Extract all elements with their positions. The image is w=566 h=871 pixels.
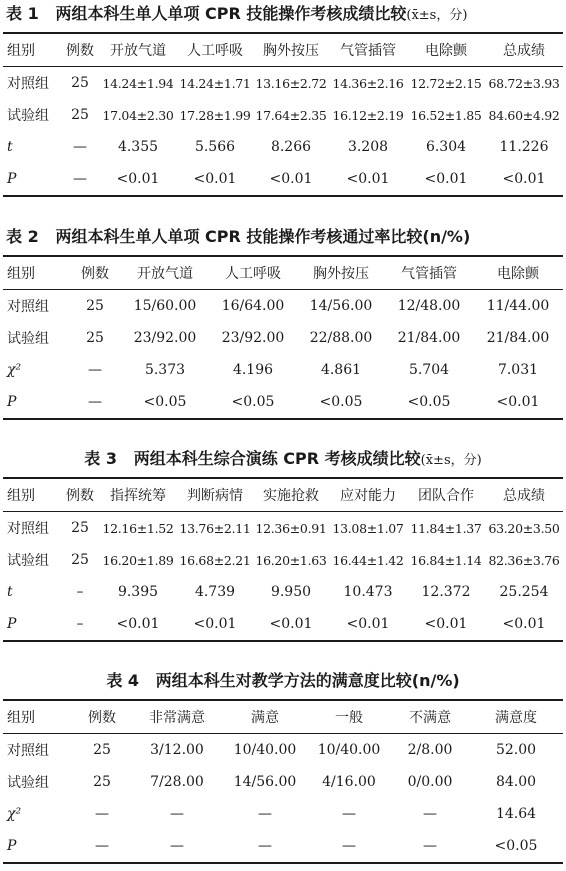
table-cell: 23/92.00	[221, 330, 285, 346]
row-label: 对照组	[7, 521, 49, 537]
row-label: 试验组	[7, 108, 49, 124]
table-2-number: 表 2	[6, 227, 39, 246]
table-cell: 5.566	[194, 139, 236, 155]
table-cell: —	[88, 362, 102, 378]
table-cell: 25	[86, 298, 104, 314]
table-cell: 16.20±1.63	[255, 552, 327, 568]
table-cell: 10.473	[343, 584, 393, 600]
table-cell: 9.395	[117, 584, 159, 600]
table-cell: 0/0.00	[407, 774, 453, 790]
table-cell: <0.01	[269, 616, 313, 632]
table-cell: <0.01	[193, 171, 237, 187]
table-cell: <0.01	[346, 616, 390, 632]
table-cell: 4.355	[117, 139, 159, 155]
header-cell: 例数	[66, 43, 94, 59]
header-cell: 人工呼吸	[187, 43, 243, 59]
table-cell: —	[342, 838, 356, 854]
table-header-row	[3, 33, 563, 67]
table-cell: <0.01	[496, 394, 540, 410]
table-row	[3, 322, 563, 354]
table-cell: —	[170, 806, 184, 822]
table-cell: 12.16±1.52	[102, 520, 174, 536]
table-cell: 21/84.00	[397, 330, 461, 346]
table-cell: 82.36±3.76	[488, 552, 560, 568]
table-cell: 4.861	[320, 362, 362, 378]
table-cell: 14.24±1.94	[102, 75, 174, 91]
table-cell: 13.76±2.11	[179, 520, 251, 536]
table-cell: 17.04±2.30	[102, 107, 174, 123]
table-cell: <0.01	[116, 616, 160, 632]
table-row	[3, 67, 563, 100]
table-cell: 52.00	[495, 742, 537, 758]
table-2-block	[0, 227, 566, 420]
table-2-caption	[0, 227, 566, 255]
table-row	[3, 99, 563, 131]
header-cell: 实施抢救	[263, 488, 319, 504]
header-cell: 组别	[7, 710, 35, 726]
table-cell: 4.196	[232, 362, 274, 378]
table-cell: —	[423, 806, 437, 822]
header-cell: 不满意	[409, 710, 451, 726]
table-cell: —	[73, 171, 87, 187]
table-cell: 25	[71, 107, 89, 123]
table-cell: <0.01	[116, 171, 160, 187]
table-cell: 4/16.00	[322, 774, 376, 790]
table-1-block	[0, 4, 566, 197]
table-cell: <0.05	[494, 838, 538, 854]
table-cell: <0.01	[269, 171, 313, 187]
table-cell: 25	[71, 552, 89, 568]
table-cell: 7.031	[497, 362, 539, 378]
header-cell: 一般	[335, 710, 363, 726]
table-cell: 13.08±1.07	[332, 520, 404, 536]
table-cell: —	[423, 838, 437, 854]
table-3-title: 两组本科生综合演练 CPR 考核成绩比较	[133, 449, 421, 468]
row-label: 对照组	[7, 76, 49, 92]
header-cell: 指挥统筹	[110, 488, 166, 504]
table-3-number: 表 3	[84, 449, 117, 468]
row-label: χ²	[7, 362, 22, 378]
table-row	[3, 386, 563, 419]
table-1-caption	[0, 4, 566, 32]
table-cell: 11.226	[499, 139, 549, 155]
table-cell: 2/8.00	[407, 742, 453, 758]
table-cell: 14.64	[495, 806, 537, 822]
table-4-title: 两组本科生对教学方法的满意度比较	[155, 671, 412, 690]
table-cell: 10/40.00	[317, 742, 381, 758]
table-cell: 6.304	[425, 139, 467, 155]
table-cell: 68.72±3.93	[488, 75, 560, 91]
table-cell: 10/40.00	[233, 742, 297, 758]
table-cell: 14/56.00	[309, 298, 373, 314]
table-cell: 16.68±2.21	[179, 552, 251, 568]
table-cell: 16/64.00	[221, 298, 285, 314]
table-cell: <0.05	[319, 394, 363, 410]
table-cell: <0.01	[193, 616, 237, 632]
table-row	[3, 131, 563, 163]
row-label: 试验组	[7, 553, 49, 569]
table-cell: 14.36±2.16	[332, 75, 404, 91]
table-cell: 12/48.00	[397, 298, 461, 314]
header-cell: 例数	[88, 710, 116, 726]
table-cell: 23/92.00	[133, 330, 197, 346]
table-cell: 15/60.00	[133, 298, 197, 314]
table-cell: 17.64±2.35	[255, 107, 327, 123]
row-label: t	[7, 584, 13, 600]
table-row	[3, 512, 563, 545]
table-cell: <0.01	[502, 171, 546, 187]
table-3	[3, 477, 563, 642]
table-cell: 12.372	[421, 584, 471, 600]
table-cell: 16.84±1.14	[410, 552, 482, 568]
table-cell: 84.60±4.92	[488, 107, 560, 123]
row-label: 试验组	[7, 331, 49, 347]
table-cell: 25	[93, 774, 111, 790]
header-cell: 胸外按压	[263, 43, 319, 59]
table-header-row	[3, 256, 563, 290]
table-row	[3, 290, 563, 323]
header-cell: 总成绩	[503, 43, 545, 59]
table-4-number: 表 4	[106, 671, 140, 690]
table-3-unit: (x̄±s，分)	[420, 453, 482, 468]
table-cell: 14.24±1.71	[179, 75, 251, 91]
table-cell: <0.05	[231, 394, 275, 410]
table-cell: 21/84.00	[486, 330, 550, 346]
table-cell: 16.44±1.42	[332, 552, 404, 568]
header-cell: 例数	[81, 266, 109, 282]
row-label: 对照组	[7, 743, 49, 759]
header-cell: 判断病情	[187, 488, 243, 504]
table-cell: —	[342, 806, 356, 822]
table-3-block	[0, 449, 566, 642]
table-cell: 14/56.00	[233, 774, 297, 790]
header-cell: 满意	[251, 710, 279, 726]
table-cell: 9.950	[270, 584, 312, 600]
table-1-title: 两组本科生单人单项 CPR 技能操作考核成绩比较	[55, 4, 407, 23]
table-3-caption	[0, 449, 566, 477]
table-1-number: 表 1	[6, 4, 39, 23]
table-cell: 5.373	[144, 362, 186, 378]
header-cell: 非常满意	[149, 710, 205, 726]
table-4	[3, 699, 563, 864]
table-cell: 25	[86, 330, 104, 346]
table-cell: 11/44.00	[486, 298, 550, 314]
table-cell: <0.01	[346, 171, 390, 187]
table-cell: 3.208	[347, 139, 389, 155]
header-cell: 总成绩	[503, 488, 545, 504]
table-cell: —	[95, 838, 109, 854]
table-cell: 22/88.00	[309, 330, 373, 346]
row-label: P	[7, 838, 17, 854]
table-cell: <0.01	[502, 616, 546, 632]
table-cell: 17.28±1.99	[179, 107, 251, 123]
table-row	[3, 544, 563, 576]
table-cell: –	[76, 584, 84, 600]
table-cell: 8.266	[270, 139, 312, 155]
header-cell: 人工呼吸	[225, 266, 281, 282]
table-cell: —	[95, 806, 109, 822]
header-cell: 气管插管	[340, 43, 396, 59]
table-cell: 4.739	[194, 584, 236, 600]
table-1	[3, 32, 563, 197]
table-4-unit: (n/%)	[411, 671, 460, 690]
row-label: 对照组	[7, 299, 49, 315]
table-cell: 84.00	[495, 774, 537, 790]
header-cell: 例数	[66, 488, 94, 504]
table-cell: —	[170, 838, 184, 854]
table-cell: 5.704	[408, 362, 450, 378]
table-row	[3, 354, 563, 386]
table-row	[3, 798, 563, 830]
table-2	[3, 255, 563, 420]
header-cell: 组别	[7, 266, 35, 282]
table-row	[3, 608, 563, 641]
table-cell: 25	[71, 520, 89, 536]
table-4-block	[0, 671, 566, 864]
table-2-title: 两组本科生单人单项 CPR 技能操作考核通过率比较	[55, 227, 423, 246]
table-cell: 7/28.00	[150, 774, 204, 790]
row-label: t	[7, 139, 13, 155]
header-cell: 电除颤	[497, 266, 539, 282]
header-cell: 团队合作	[418, 488, 474, 504]
table-cell: 25	[71, 75, 89, 91]
table-2-unit: (n/%)	[422, 227, 471, 246]
table-cell: 16.12±2.19	[332, 107, 404, 123]
row-label: P	[7, 616, 17, 632]
header-cell: 应对能力	[340, 488, 396, 504]
table-cell: <0.01	[424, 171, 468, 187]
table-row	[3, 830, 563, 863]
table-cell: 3/12.00	[150, 742, 204, 758]
header-cell: 组别	[7, 488, 35, 504]
table-cell: —	[258, 806, 272, 822]
row-label: P	[7, 394, 17, 410]
table-row	[3, 734, 563, 767]
header-cell: 电除颤	[425, 43, 467, 59]
table-row	[3, 576, 563, 608]
header-cell: 组别	[7, 43, 35, 59]
table-cell: 25.254	[499, 584, 549, 600]
table-cell: 12.36±0.91	[255, 520, 327, 536]
table-cell: —	[88, 394, 102, 410]
table-cell: 11.84±1.37	[410, 520, 482, 536]
table-cell: 16.52±1.85	[410, 107, 482, 123]
table-row	[3, 163, 563, 196]
table-cell: –	[76, 616, 84, 632]
header-cell: 满意度	[495, 710, 537, 726]
table-cell: —	[258, 838, 272, 854]
table-cell: 25	[93, 742, 111, 758]
row-label: P	[7, 171, 17, 187]
header-cell: 气管插管	[401, 266, 457, 282]
header-cell: 胸外按压	[313, 266, 369, 282]
table-cell: <0.05	[143, 394, 187, 410]
table-cell: 16.20±1.89	[102, 552, 174, 568]
row-label: χ²	[7, 806, 22, 822]
table-cell: 13.16±2.72	[255, 75, 327, 91]
table-cell: —	[73, 139, 87, 155]
table-cell: 63.20±3.50	[488, 520, 560, 536]
table-header-row	[3, 478, 563, 512]
table-cell: 12.72±2.15	[410, 75, 482, 91]
table-1-unit: (x̄±s，分)	[406, 8, 468, 23]
table-4-caption	[0, 671, 566, 699]
table-cell: <0.05	[407, 394, 451, 410]
table-cell: <0.01	[424, 616, 468, 632]
header-cell: 开放气道	[110, 43, 166, 59]
row-label: 试验组	[7, 775, 49, 791]
table-row	[3, 766, 563, 798]
header-cell: 开放气道	[137, 266, 193, 282]
table-header-row	[3, 700, 563, 734]
